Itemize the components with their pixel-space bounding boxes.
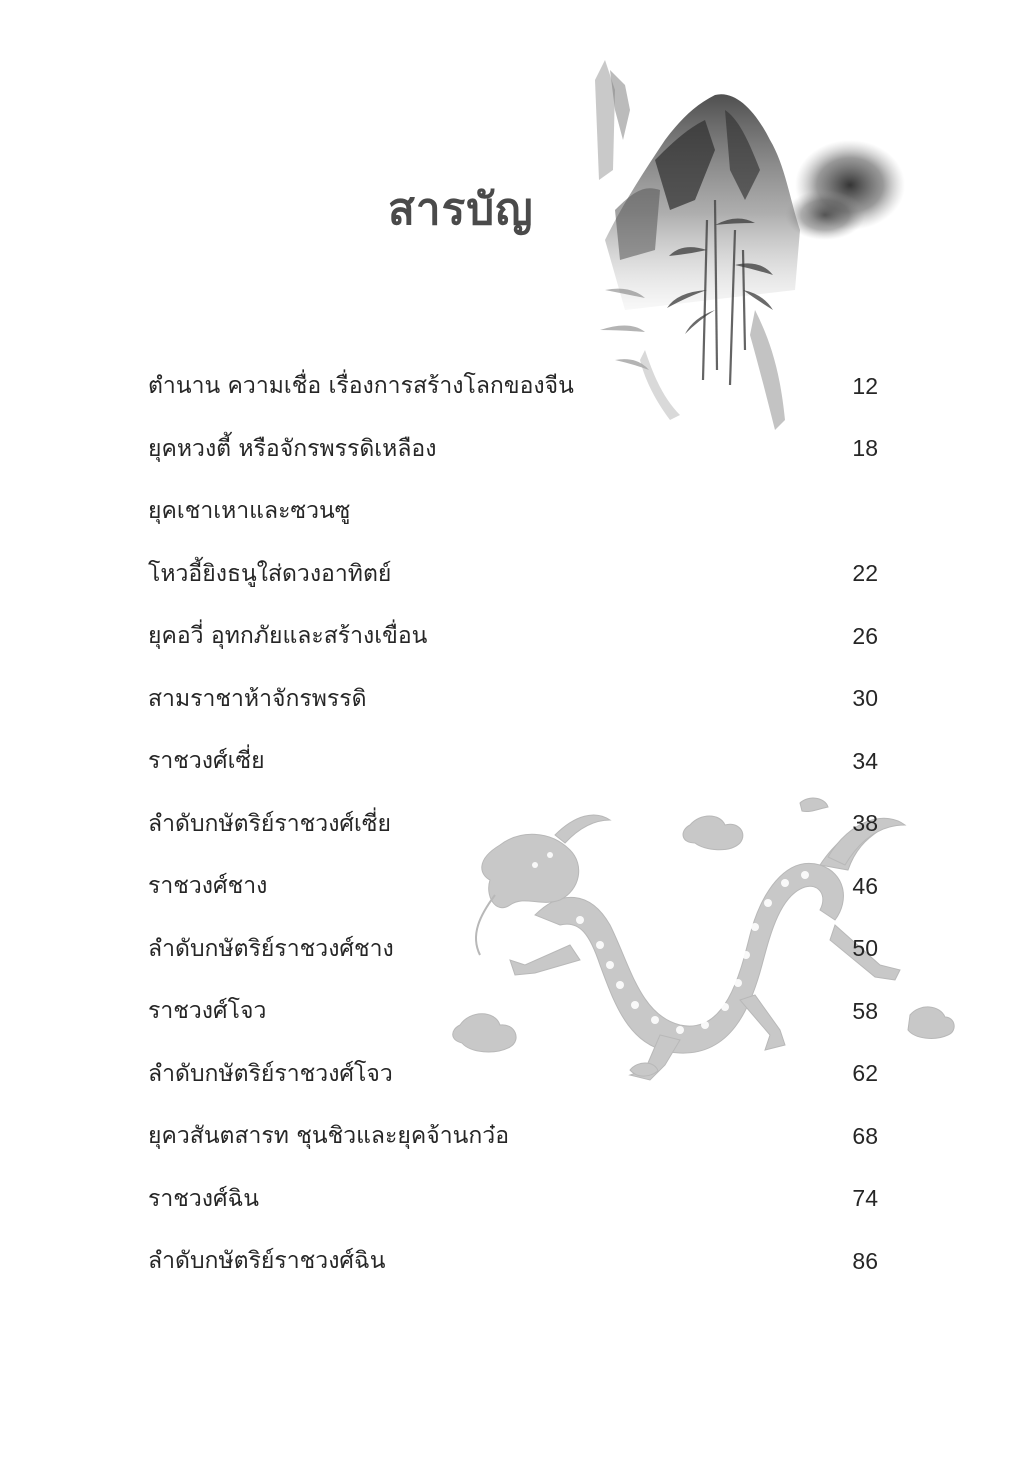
toc-entry-page: 12 <box>852 372 878 399</box>
toc-entry-title: ราชวงศ์เซี่ย <box>148 748 265 775</box>
page-title: สารบัญ <box>388 184 534 235</box>
toc-entry-title: โหวอี้ยิงธนูใส่ดวงอาทิตย์ <box>148 560 392 587</box>
toc-entry-page: 50 <box>852 935 878 962</box>
table-of-contents <box>148 355 878 1293</box>
toc-entry[interactable] <box>148 1168 878 1231</box>
toc-entry-page: 46 <box>852 872 878 899</box>
toc-entry[interactable] <box>148 793 878 856</box>
toc-entry-title: ลำดับกษัตริย์ราชวงศ์เซี่ย <box>148 810 391 837</box>
toc-entry[interactable] <box>148 918 878 981</box>
toc-entry[interactable] <box>148 605 878 668</box>
toc-entry-page: 22 <box>852 560 878 587</box>
toc-entry-title: สามราชาห้าจักรพรรดิ <box>148 685 367 712</box>
toc-entry-title: ยุคหวงตี้ หรือจักรพรรดิเหลือง <box>148 435 437 462</box>
toc-entry-page: 58 <box>852 997 878 1024</box>
toc-entry[interactable] <box>148 980 878 1043</box>
toc-entry-title: ลำดับกษัตริย์ราชวงศ์โจว <box>148 1060 393 1087</box>
toc-entry[interactable] <box>148 1230 878 1293</box>
toc-entry-page: 74 <box>852 1185 878 1212</box>
toc-entry-title: ราชวงศ์โจว <box>148 998 267 1025</box>
toc-entry[interactable] <box>148 418 878 481</box>
toc-entry-title: ลำดับกษัตริย์ราชวงศ์ฉิน <box>148 1248 386 1275</box>
toc-entry-page: 38 <box>852 810 878 837</box>
toc-entry-title: ราชวงศ์ฉิน <box>148 1185 260 1212</box>
toc-entry-page: 62 <box>852 1060 878 1087</box>
toc-entry-page: 34 <box>852 747 878 774</box>
toc-entry[interactable] <box>148 355 878 418</box>
toc-entry-page: 18 <box>852 435 878 462</box>
toc-entry-title: ตำนาน ความเชื่อ เรื่องการสร้างโลกของจีน <box>148 373 574 400</box>
toc-entry-title: ลำดับกษัตริย์ราชวงศ์ชาง <box>148 935 394 962</box>
toc-entry-page: 86 <box>852 1247 878 1274</box>
toc-entry[interactable] <box>148 730 878 793</box>
toc-entry-title: ยุคเชาเหาและซวนซู <box>148 498 351 525</box>
toc-entry-page: 26 <box>852 622 878 649</box>
toc-entry-page: 68 <box>852 1122 878 1149</box>
toc-entry[interactable] <box>148 480 878 543</box>
toc-entry-page: 30 <box>852 685 878 712</box>
toc-entry-title: ยุควสันตสารท ชุนชิวและยุคจ้านกว๋อ <box>148 1123 510 1150</box>
toc-entry[interactable] <box>148 543 878 606</box>
toc-entry[interactable] <box>148 1043 878 1106</box>
toc-entry[interactable] <box>148 855 878 918</box>
toc-entry[interactable] <box>148 668 878 731</box>
toc-entry-title: ราชวงศ์ชาง <box>148 873 268 900</box>
toc-entry[interactable] <box>148 1105 878 1168</box>
toc-entry-title: ยุคอวี่ อุทกภัยและสร้างเขื่อน <box>148 623 428 650</box>
